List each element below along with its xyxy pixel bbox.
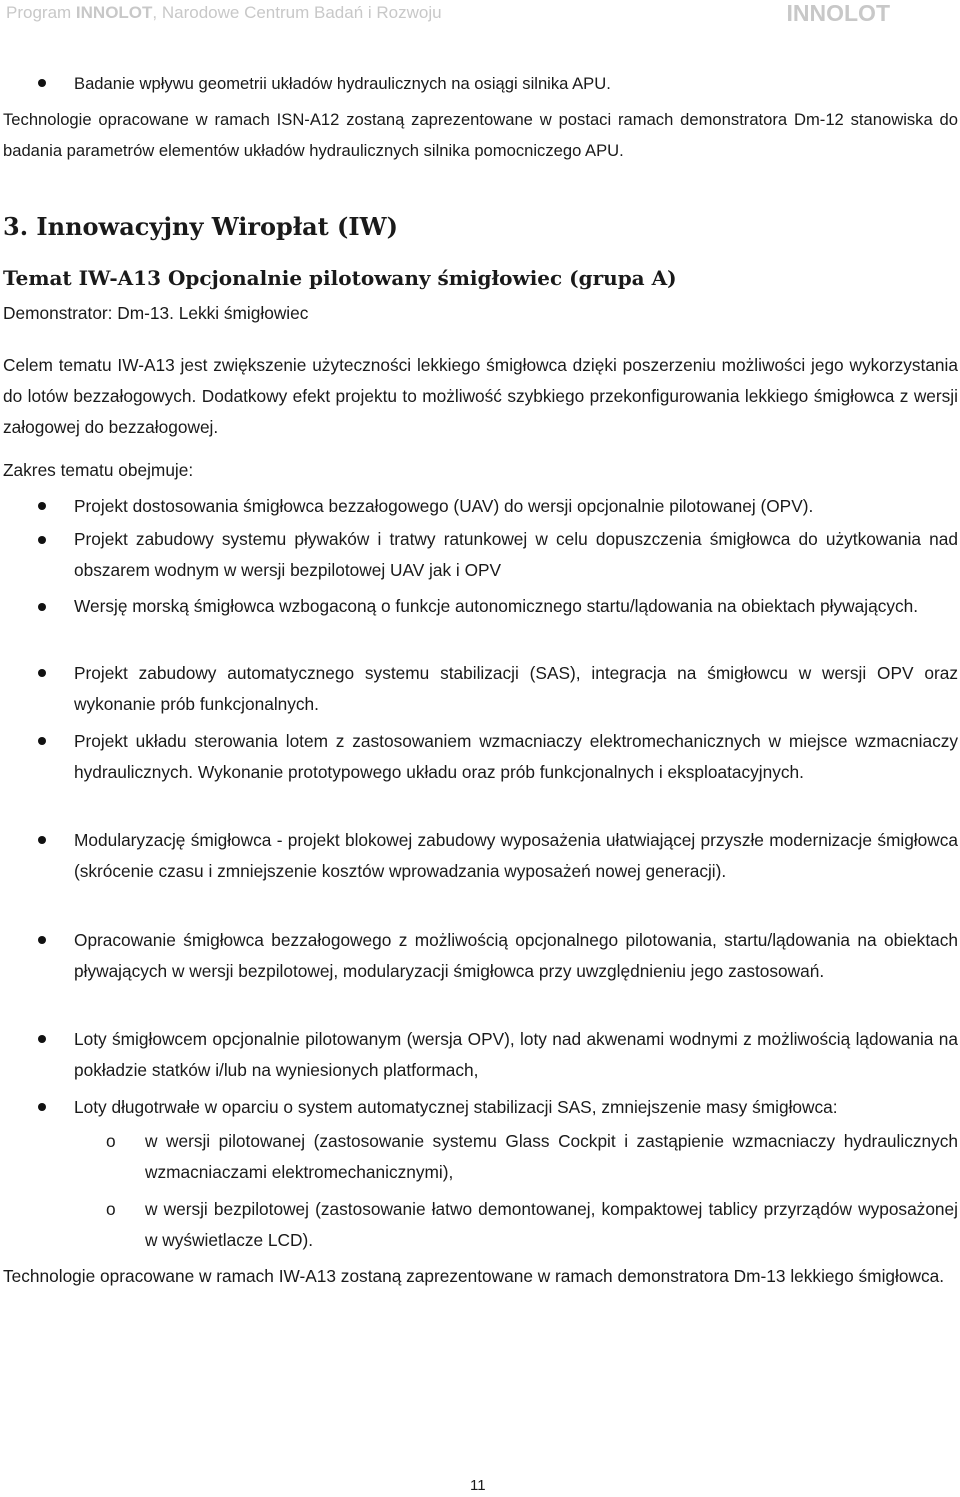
sub-bullet-marker: o — [106, 1199, 116, 1219]
sub-item: w wersji bezpilotowej (zastosowanie łatwo demontowanej, kompaktowej tablicy przyrządów wyposażonej w wyświetlacze LCD). — [145, 1199, 958, 1250]
intro-bullet: Badanie wpływu geometrii układów hydraulicznych na osiągi silnika APU. — [74, 74, 611, 93]
bullet-icon — [38, 502, 46, 510]
scope-item: Projekt zabudowy automatycznego systemu stabilizacji (SAS), integracja na śmigłowcu w wersji OPV oraz wykonanie prób funkcjonalnych. — [74, 663, 958, 714]
scope-item: Wersję morską śmigłowca wzbogaconą o funkcje autonomicznego startu/lądowania na obiektach pływających. — [74, 596, 919, 616]
bullet-icon — [38, 79, 46, 87]
page-number: 11 — [470, 1477, 486, 1494]
section-subtitle: Temat IW-A13 Opcjonalnie pilotowany śmigłowiec (grupa A) — [3, 266, 677, 290]
scope-intro: Zakres tematu obejmuje: — [3, 460, 194, 480]
bullet-icon — [38, 936, 46, 944]
bullet-icon — [38, 536, 46, 544]
aim-paragraph: Celem tematu IW-A13 jest zwiększenie użyteczności lekkiego śmigłowca dzięki poszerzeniu możliwości jego wykorzystania do lotów bezzałogowych. Dodatkowy efekt projektu to możliwość szybkiego przekonfigurowania lekkiego śmigłowca z wersji załogowej do bezzałogowej. — [3, 355, 958, 437]
closing-paragraph: Technologie opracowane w ramach IW-A13 zostaną zaprezentowane w ramach demonstratora Dm-13 lekkiego śmigłowca. — [3, 1266, 945, 1286]
bullet-icon — [38, 603, 46, 611]
sub-bullet-marker: o — [106, 1131, 116, 1151]
scope-item: Projekt dostosowania śmigłowca bezzałogowego (UAV) do wersji opcjonalnie pilotowanej (OPV). — [74, 496, 814, 516]
section-title: 3. Innowacyjny Wiropłat (IW) — [3, 212, 398, 241]
scope-item: Modularyzację śmigłowca - projekt blokowej zabudowy wyposażenia ułatwiającej przyszłe modernizacje śmigłowca (skrócenie czasu i zmniejszenie kosztów wprowadzania wyposażeń nowej generacji). — [74, 830, 958, 881]
scope-item: Loty długotrwałe w oparciu o system automatycznej stabilizacji SAS, zmniejszenie masy śmigłowca: — [74, 1097, 838, 1117]
scope-item: Projekt układu sterowania lotem z zastosowaniem wzmacniaczy elektromechanicznych w miejsce wzmacniaczy hydraulicznych. Wykonanie prototypowego układu oraz prób funkcjonalnych i eksploatacyjnych. — [74, 731, 958, 782]
intro-paragraph: Technologie opracowane w ramach ISN-A12 zostaną zaprezentowane w postaci ramach demonstratora Dm-12 stanowiska do badania parametrów elementów układów hydraulicznych silnika pomocniczego APU. — [3, 110, 958, 160]
bullet-icon — [38, 737, 46, 745]
sub-item: w wersji pilotowanej (zastosowanie systemu Glass Cockpit i zastąpienie wzmacniaczy hydraulicznych wzmacniaczami elektromechanicznymi), — [145, 1131, 958, 1182]
demonstrator-line: Demonstrator: Dm-13. Lekki śmigłowiec — [3, 303, 309, 323]
scope-item: Opracowanie śmigłowca bezzałogowego z możliwością opcjonalnego pilotowania, startu/lądowania na obiektach pływających w wersji bezpilotowej, modularyzacji śmigłowca przy uwzględnieniu jego zastosowań. — [74, 930, 958, 981]
bullet-icon — [38, 1103, 46, 1111]
bullet-icon — [38, 836, 46, 844]
bullet-icon — [38, 1035, 46, 1043]
scope-item: Loty śmigłowcem opcjonalnie pilotowanym (wersja OPV), loty nad akwenami wodnymi z możliwością lądowania na pokładzie statków i/lub na wyniesionych platformach, — [74, 1029, 958, 1080]
header-brand: INNOLOT — [786, 0, 890, 26]
scope-item: Projekt zabudowy systemu pływaków i tratwy ratunkowej w celu dopuszczenia śmigłowca do użytkowania nad obszarem wodnym w wersji bezpilotowej UAV jak i OPV — [74, 529, 958, 580]
header-program-title: Program INNOLOT, Narodowe Centrum Badań i Rozwoju — [6, 3, 442, 22]
page-header — [0, 0, 960, 30]
bullet-icon — [38, 669, 46, 677]
